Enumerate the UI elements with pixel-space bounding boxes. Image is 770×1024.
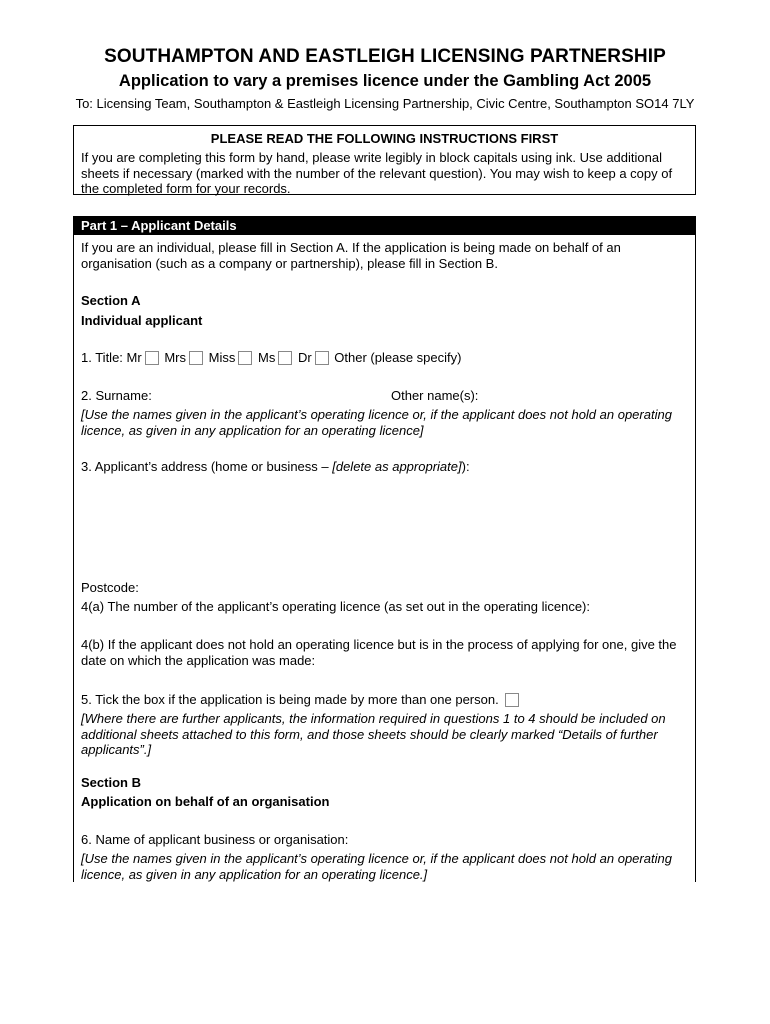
section-a-label: Section A [81, 293, 141, 308]
form-title: SOUTHAMPTON AND EASTLEIGH LICENSING PARTNERSHIP [104, 46, 666, 67]
instructions-box [73, 125, 696, 195]
multiple-applicants-question [81, 692, 521, 708]
section-b-sublabel: Application on behalf of an organisation [81, 794, 330, 809]
form-subtitle: Application to vary a premises licence under the Gambling Act 2005 [118, 72, 652, 90]
address-label-text: 3. Applicant’s address (home or business – [81, 459, 333, 474]
instructions-text: If you are completing this form by hand, please write legibly in block capitals using ink. Use additional sheets if necessary (marked with the number of the relevant question). You may wish to keep a copy of the completed form for your records. [81, 150, 673, 196]
part1-applicant-details [73, 216, 696, 882]
address-label-end: ): [461, 459, 470, 474]
part1-intro: If you are an individual, please fill in Section A. If the application is being made on behalf of an organisation (such as a company or partnership), please fill in Section B. [81, 240, 621, 271]
instructions-heading: PLEASE READ THE FOLLOWING INSTRUCTIONS FIRST [210, 131, 559, 146]
section-b-label: Section B [81, 775, 141, 790]
other-names-label: Other name(s): [391, 388, 479, 403]
section-a-sublabel: Individual applicant [81, 313, 203, 328]
title-option-ms-label: Ms [257, 350, 276, 365]
multiple-applicants-checkbox[interactable] [505, 693, 519, 707]
recipient-address: To: Licensing Team, Southampton & Eastleigh Licensing Partnership, Civic Centre, Southampton SO14 7LY [75, 96, 695, 111]
title-question-label: 1. Title: [81, 350, 123, 365]
title-option-other-label: Other (please specify) [334, 350, 462, 365]
title-dr-checkbox[interactable] [315, 351, 329, 365]
title-option-mrs-label: Mrs [164, 350, 187, 365]
operating-licence-number-label: 4(a) The number of the applicant’s operating licence (as set out in the operating licence): [81, 599, 590, 614]
title-option-dr-label: Dr [297, 350, 312, 365]
title-ms-checkbox[interactable] [278, 351, 292, 365]
surname-label: 2. Surname: [81, 388, 152, 403]
organisation-name-label: 6. Name of applicant business or organisation: [81, 832, 349, 847]
organisation-name-note: [Use the names given in the applicant’s operating licence or, if the applicant does not hold an operating licence, as given in any application for an operating licence.] [81, 851, 672, 882]
address-label-italic: [delete as appropriate] [332, 459, 462, 474]
part1-heading: Part 1 – Applicant Details [74, 217, 695, 235]
title-mr-checkbox[interactable] [145, 351, 159, 365]
licence-application-date-label: 4(b) If the applicant does not hold an operating licence but is in the process of applying for one, give the date on which the application was made: [81, 637, 677, 668]
multiple-applicants-note: [Where there are further applicants, the information required in questions 1 to 4 should be included on additional sheets attached to this form, and those sheets should be clearly marked “Details of further applicants”.] [81, 711, 666, 757]
title-mrs-checkbox[interactable] [189, 351, 203, 365]
multiple-applicants-label: 5. Tick the box if the application is being made by more than one person. [81, 692, 499, 707]
address-label [81, 459, 470, 475]
postcode-label: Postcode: [81, 580, 139, 595]
title-miss-checkbox[interactable] [238, 351, 252, 365]
surname-note: [Use the names given in the applicant’s operating licence or, if the applicant does not hold an operating licence, as given in any application for an operating licence] [81, 407, 672, 438]
title-option-mr-label: Mr [126, 350, 142, 365]
title-question [81, 350, 461, 366]
title-option-miss-label: Miss [208, 350, 236, 365]
